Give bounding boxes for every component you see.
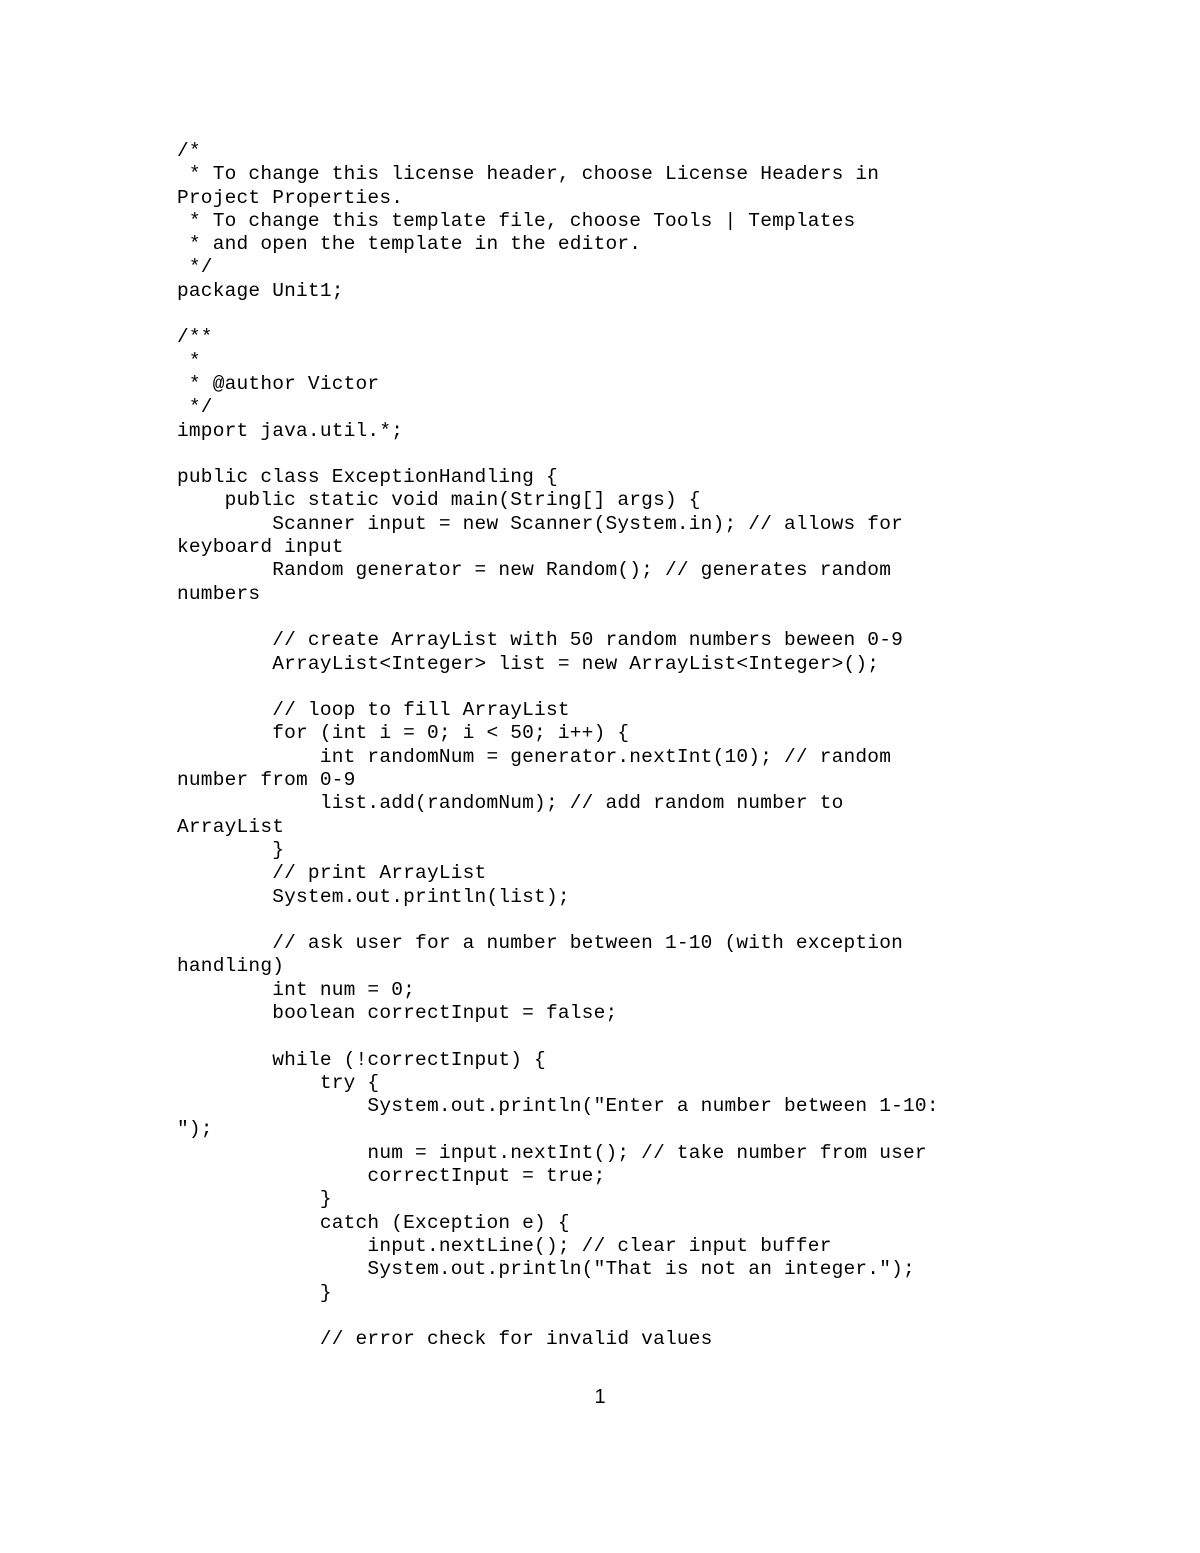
code-line: boolean correctInput = false; <box>177 1001 618 1024</box>
code-line: input.nextLine(); // clear input buffer <box>177 1234 832 1257</box>
code-line: // loop to fill ArrayList <box>177 699 570 722</box>
code-line: package Unit1; <box>177 279 344 302</box>
code-line: try { <box>177 1071 380 1094</box>
page-number: 1 <box>594 1386 606 1408</box>
code-line: int num = 0; <box>177 978 416 1001</box>
code-line: number from 0-9 <box>177 769 356 792</box>
code-line <box>177 303 1077 326</box>
code-line: while (!correctInput) { <box>177 1048 546 1071</box>
code-line: keyboard input <box>177 536 344 559</box>
code-line <box>177 443 1077 466</box>
code-line: "); <box>177 1118 213 1141</box>
code-line: // error check for invalid values <box>177 1328 713 1351</box>
code-line: list.add(randomNum); // add random number to <box>177 792 844 815</box>
code-line: import java.util.*; <box>177 419 404 442</box>
code-line: } <box>177 838 285 861</box>
code-line: } <box>177 1281 332 1304</box>
code-line: /** <box>177 326 213 349</box>
code-line: ArrayList <box>177 815 285 838</box>
code-line: * @author Victor <box>177 372 380 395</box>
code-line: Scanner input = new Scanner(System.in); // allows for <box>177 512 904 535</box>
code-line: System.out.println(list); <box>177 885 570 908</box>
code-line: // create ArrayList with 50 random numbers beween 0-9 <box>177 629 904 652</box>
code-line: for (int i = 0; i < 50; i++) { <box>177 722 630 745</box>
code-line: System.out.println("Enter a number between 1-10: <box>177 1095 939 1118</box>
code-line: catch (Exception e) { <box>177 1211 570 1234</box>
code-line: // print ArrayList <box>177 862 487 885</box>
code-line <box>177 909 1077 932</box>
code-line: /* <box>177 140 201 162</box>
code-line: Random generator = new Random(); // generates random <box>177 559 892 582</box>
code-line: // ask user for a number between 1-10 (with exception <box>177 932 904 955</box>
code-line: * <box>177 349 201 372</box>
code-line <box>177 1305 1077 1328</box>
code-line: * To change this template file, choose Tools | Templates <box>177 209 856 232</box>
code-line <box>177 606 1077 629</box>
code-line: handling) <box>177 955 285 978</box>
code-line <box>177 1025 1077 1048</box>
code-line: public class ExceptionHandling { <box>177 466 558 489</box>
code-line: public static void main(String[] args) { <box>177 489 701 512</box>
code-listing <box>177 140 1077 1351</box>
code-line <box>177 676 1077 699</box>
code-line: } <box>177 1188 332 1211</box>
code-line: */ <box>177 256 213 279</box>
code-line: Project Properties. <box>177 186 404 209</box>
code-line: * and open the template in the editor. <box>177 233 642 256</box>
code-line: ArrayList<Integer> list = new ArrayList<Integer>(); <box>177 652 880 675</box>
code-line: * To change this license header, choose License Headers in <box>177 163 880 186</box>
code-line: numbers <box>177 582 261 605</box>
code-line: */ <box>177 396 213 419</box>
code-line: int randomNum = generator.nextInt(10); // random <box>177 745 892 768</box>
code-line: correctInput = true; <box>177 1165 606 1188</box>
code-line: System.out.println("That is not an integer."); <box>177 1258 915 1281</box>
code-line: num = input.nextInt(); // take number from user <box>177 1141 927 1164</box>
